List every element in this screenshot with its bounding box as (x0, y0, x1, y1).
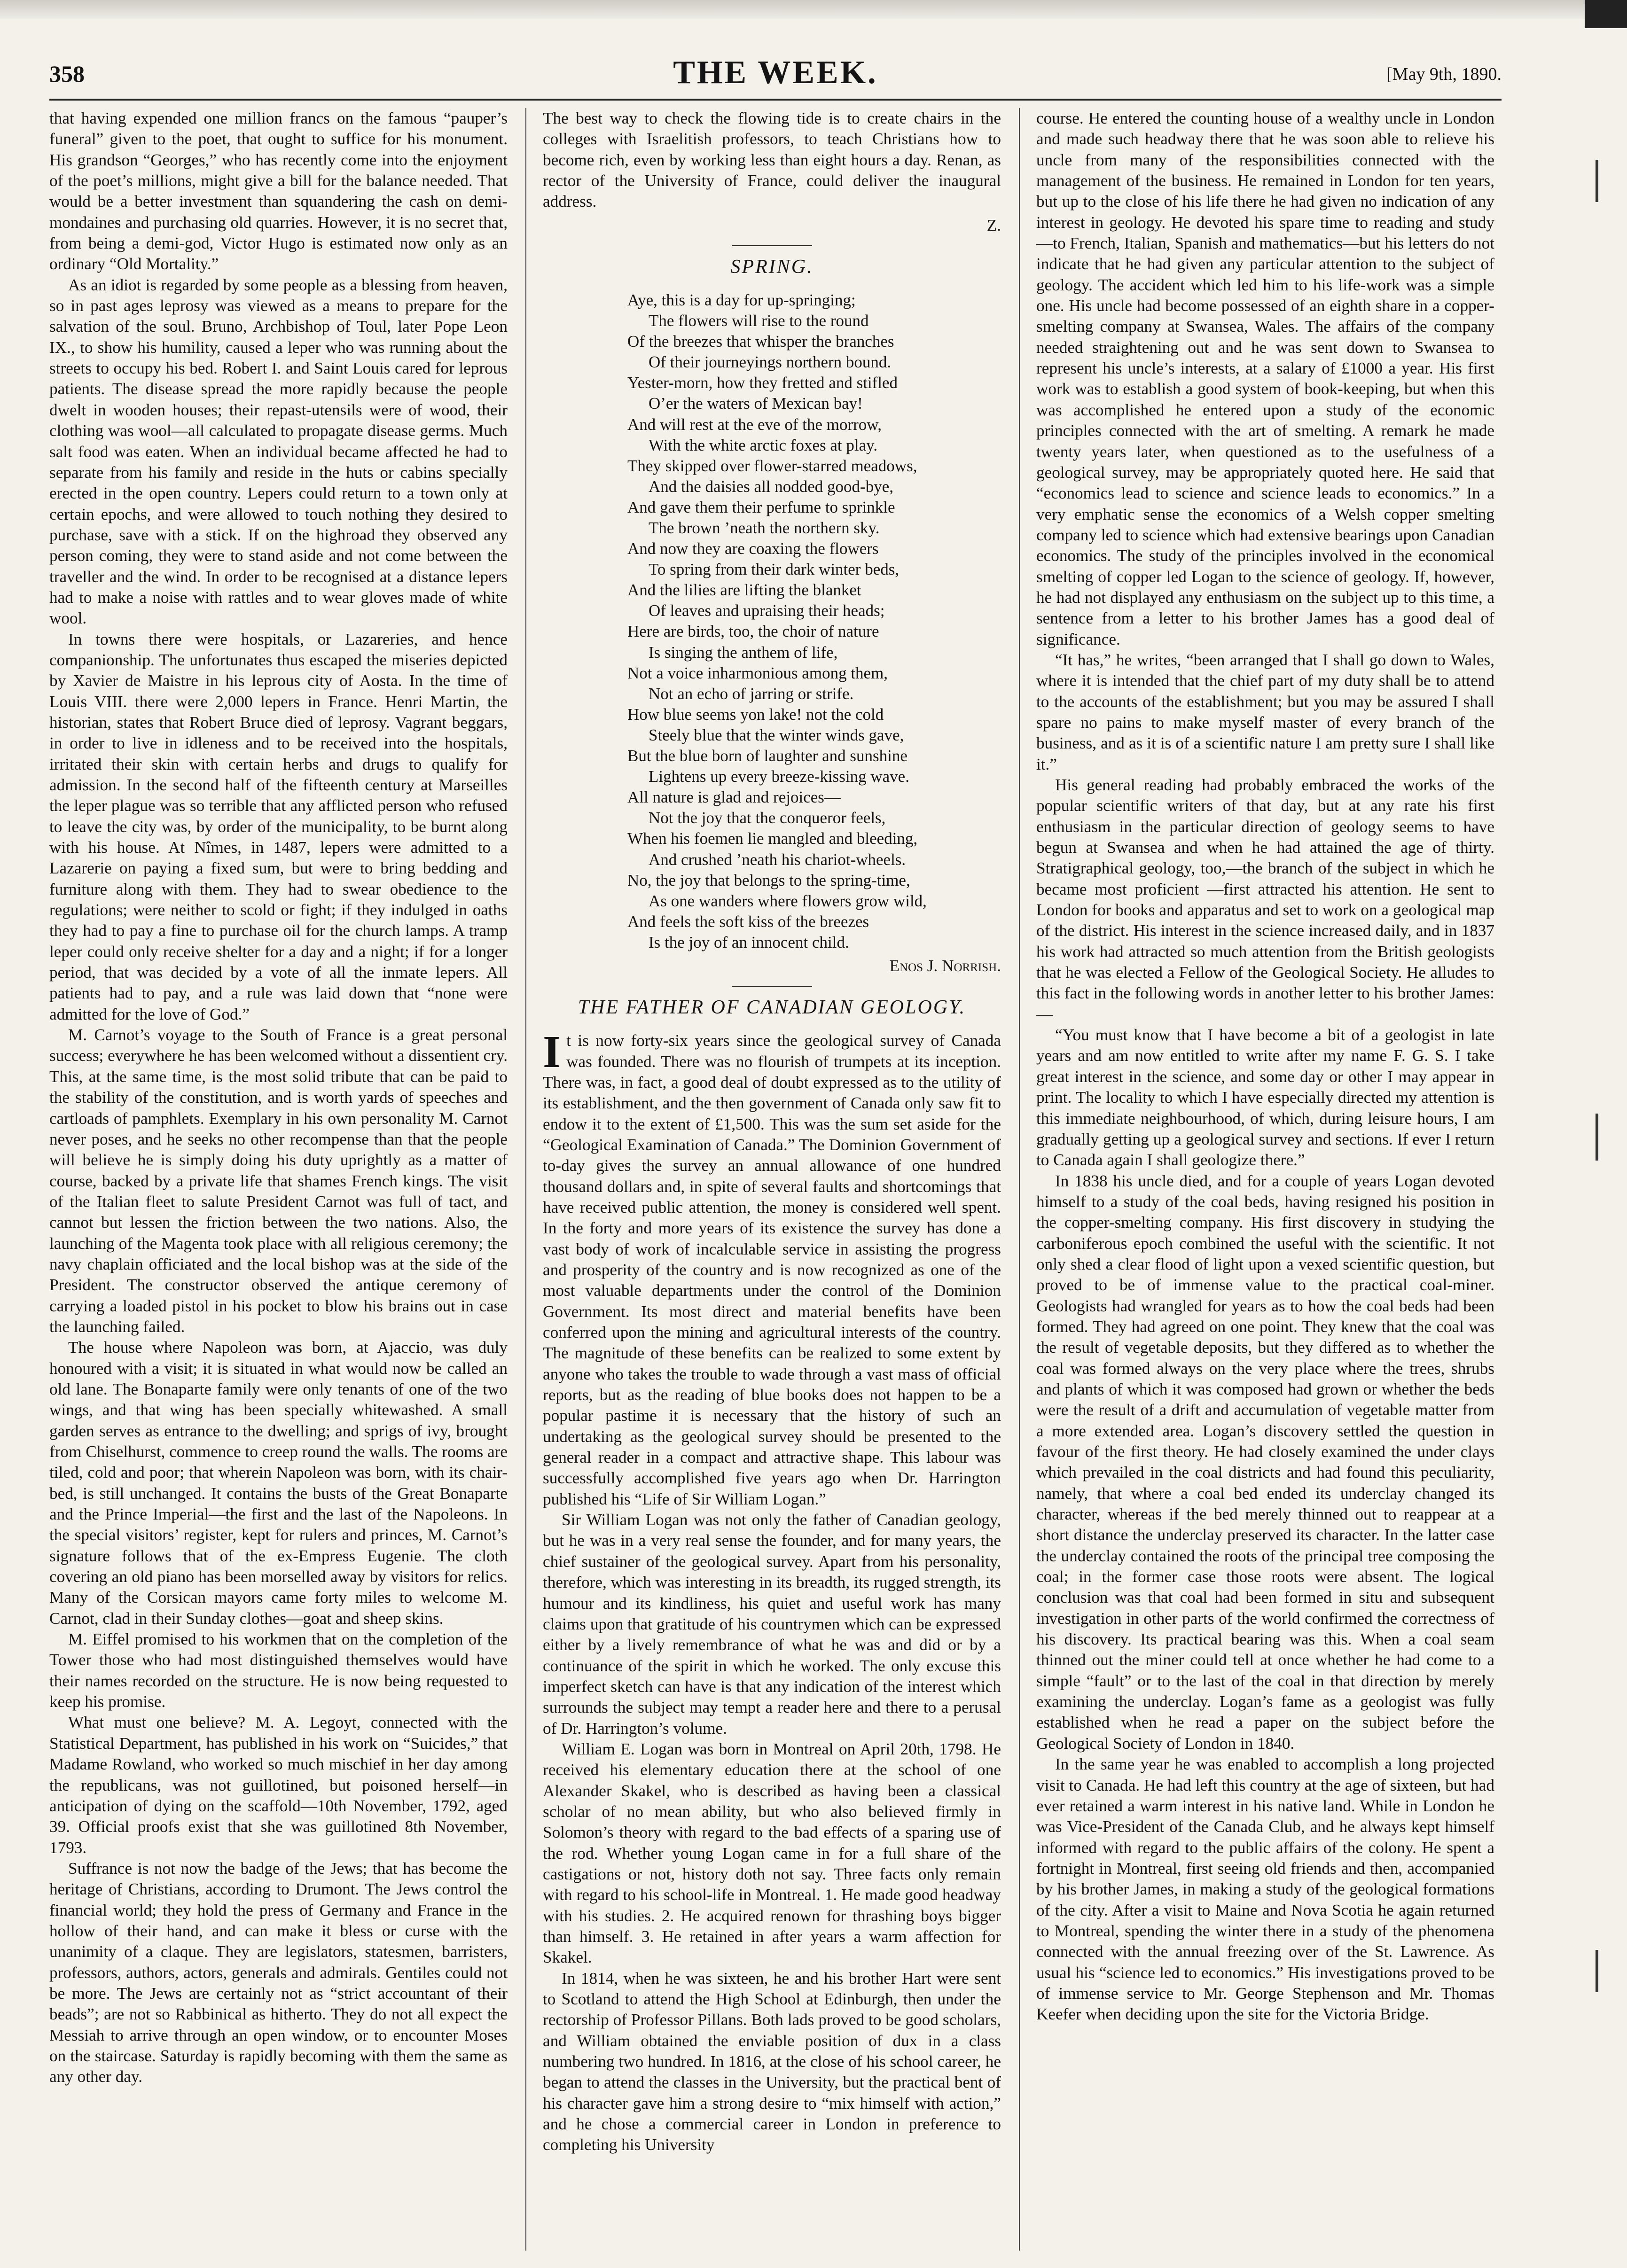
paragraph: In the same year he was enabled to accomplish a long projected visit to Canada. He had left this country at the age of sixteen, but had ever retained a warm interest in his native land. While in London he was Vice-President of the Canada Club, and he always kept himself informed with regard to the public affairs of the colony. He spent a fortnight in Montreal, first seeing old friends and then, accompanied by his brother James, in making a study of the geological formations of the city. After a visit to Maine and Nova Scotia he again returned to Montreal, spending the winter there in a study of the phenomena connected with the annual freezing over of the St. Lawrence. As usual his “science led to economics.” His investigations proved to be of immense service to Mr. George Stephenson and Mr. Thomas Keefer when deciding upon the site for the Victoria Bridge. (1036, 1755, 1494, 2024)
poem-title: SPRING. (730, 256, 814, 278)
separator (732, 986, 812, 987)
paragraph: In 1814, when he was sixteen, he and his brother Hart were sent to Scotland to attend the High School at Edinburgh, then under the rectorship of Professor Pillans. Both lads proved to be good scholars, and William obtained the enviable position of dux in a class numbering two hundred. In 1816, at the close of his school career, he began to attend the classes in the University, but the practical bent of his character gave him a strong desire to “mix himself with action,” and he chose a commercial career in London in preference to completing his University (543, 1969, 1001, 2154)
signature: Z. (986, 216, 1001, 234)
paragraph-text: t is now forty-six years since the geological survey of Canada was founded. There was no flourish of trumpets at its inception. There was, in fact, a good deal of doubt expressed as to the utility of its establishment, and the then government of Canada only saw fit to endow it to the extent of £1,500. This was the sum set aside for the “Geological Examination of Canada.” The Dominion Government of to-day gives the survey an annual allowance of one hundred thousand dollars and, in spite of several faults and shortcomings that have received public attention, the money is considered well spent. In the forty and more years of its existence the survey has done a vast body of work of incalculable service in assisting the progress and prosperity of the country and is now recognized as one of the most valuable departments under the control of the Dominion Government. Its most direct and material benefits have been conferred upon the mining and agricultural interests of the country. The magnitude of these benefits can be realized to some extent by anyone who takes the trouble to wade through a vast mass of official reports, but as the reading of blue books does not happen to be a popular pastime it is necessary that the history of such an undertaking as the geological survey should be presented to the general reader in a compact and attractive shape. This labour was successfully accomplished five years ago when Dr. Harrington published his “Life of Sir William Logan.” (543, 1031, 1001, 1508)
scan-margin-mark (1596, 1950, 1598, 1992)
poem-line: With the white arctic foxes at play. (649, 436, 878, 454)
poem-line: To spring from their dark winter beds, (649, 560, 900, 579)
scan-corner-mark (1585, 0, 1627, 28)
paragraph: The house where Napoleon was born, at Ajaccio, was duly honoured with a visit; it is situated in what would now be called an old lane. The Bonaparte family were only tenants of one of the two wings, and that wing has been specially whitewashed. A small garden serves as entrance to the dwelling; and sprigs of ivy, brought from Chiselhurst, commence to creep round the walls. The rooms are tiled, cold and poor; that wherein Napoleon was born, with its chair-bed, is still unchanged. It contains the busts of the Great Bonaparte and the Prince Imperial—the first and the last of the Napoleons. In the special visitors’ register, kept for rulers and princes, M. Carnot’s signature follows that of the ex-Empress Eugenie. The cloth covering an old piano has been morselled away by visitors for relics. Many of the Corsican mayors came forty miles to welcome M. Carnot, clad in their Sunday clothes—goat and sheep skins. (49, 1338, 508, 1628)
poem-line: Of leaves and upraising their heads; (649, 601, 885, 620)
paragraph: course. He entered the counting house of a wealthy uncle in London and made such headway there that he was soon able to relieve his uncle from many of the responsibilities connected with the management of the business. He remained in London for ten years, but up to the close of his life there he had given no indication of any interest in geology. He devoted his spare time to reading and study —to French, Italian, Spanish and mathematics—but his letters do not indicate that he had given any particular attention to the subject of geology. The accident which led him to his life-work was a simple one. His uncle had become possessed of an eighth share in a copper-smelting company at Swansea, Wales. The affairs of the company needed straightening out and he was sent down to Swansea to represent his uncle’s interests, at a salary of £1000 a year. His first work was to establish a good system of book-keeping, but when this was accomplished he entered upon a study of the economic principles connected with the art of smelting. A remark he made twenty years later, when questioned as to the usefulness of a geological survey, may be appropriately quoted here. He said that “economics lead to science and science leads to economics.” In a very emphatic sense the economics of a Welsh copper smelting company led to science which had extensive bearings upon Canadian economics. The study of the principles involved in the economical smelting of copper led Logan to the science of geology. If, however, he had not displayed any enthusiasm on the subject up to this time, a sentence from a letter to his brother James has a good deal of significance. (1036, 109, 1494, 648)
column-rule (525, 108, 526, 2251)
paragraph: Suffrance is not now the badge of the Jews; that has become the heritage of Christians, according to Drumont. The Jews control the financial world; they hold the press of Germany and France in the hollow of their hand, and can make it bless or curse with the unanimity of a claque. They are legislators, statesmen, barristers, professors, authors, actors, generals and admirals. Gentiles could not be more. The Jews are certainly not as “strict accountant of their beads”; are not so Rabbinical as hitherto. They do not all expect the Messiah to arrive through an open window, or to encounter Moses on the staircase. Saturday is rapidly becoming with them the same as any other day. (49, 1859, 508, 2086)
column-3 (1036, 108, 1494, 2025)
scan-margin-mark (1596, 160, 1598, 202)
poem-line: Of the breezes that whisper the branches (627, 332, 894, 351)
poem-line: And gave them their perfume to sprinkle (627, 498, 895, 516)
issue-date: [May 9th, 1890. (1386, 64, 1502, 84)
poem-line: Not a voice inharmonious among them, (627, 663, 888, 682)
poem-line: But the blue born of laughter and sunshine (627, 747, 907, 765)
poem-line: How blue seems yon lake! not the cold (627, 705, 884, 724)
poem-line: Lightens up every breeze-kissing wave. (649, 767, 909, 786)
page-header (49, 52, 1502, 101)
paragraph: M. Eiffel promised to his workmen that on the completion of the Tower those who had most distinguished themselves would have their names recorded on the structure. He is now being requested to keep his promise. (49, 1630, 508, 1711)
article-title: THE FATHER OF CANADIAN GEOLOGY. (578, 997, 966, 1019)
poem-line: Here are birds, too, the choir of nature (627, 622, 879, 641)
poem-line: The brown ’neath the northern sky. (649, 519, 880, 537)
poem-line: All nature is glad and rejoices— (627, 788, 841, 807)
paragraph (543, 1027, 1001, 1510)
paragraph: “It has,” he writes, “been arranged that I shall go down to Wales, where it is intended that the chief part of my duty shall be to attend to the accounts of the establishment; but you may be assured I shall spare no pains to make myself master of every branch of the business, and as it is of a scientific nature I am pretty sure I shall like it.” (1036, 650, 1494, 773)
poem-line: They skipped over flower-starred meadows, (627, 456, 917, 475)
separator (732, 245, 812, 246)
poem-line: Not the joy that the conqueror feels, (649, 809, 886, 827)
column-1 (49, 108, 508, 2088)
column-rule (1019, 108, 1020, 2251)
poem-line: No, the joy that belongs to the spring-time, (627, 871, 910, 889)
paragraph: “You must know that I have become a bit of a geologist in late years and am now entitled to write after my name F. G. S. I take great interest in the science, and some day or other I may appear in print. The locality to which I have especially directed my attention is this immediate neighbourhood, of which, during leisure hours, I am gradually getting up a geological survey and sections. If ever I return to Canada again I shall geologize there.” (1036, 1026, 1494, 1169)
paragraph: Sir William Logan was not only the father of Canadian geology, but he was in a very real sense the founder, and for many years, the chief sustainer of the geological survey. Apart from his personality, therefore, which was interesting in its breadth, its rugged strength, its humour and its kindliness, his quiet and useful work has many claims upon that gratitude of his countrymen which can be expressed either by a lively remembrance of what he was and did or by a continuance of the spirit in which he worked. The only excuse this imperfect sketch can have is that any indication of the interest which surrounds the subject may tempt a reader here and there to a perusal of Dr. Harrington’s volume. (543, 1511, 1001, 1738)
paragraph: In 1838 his uncle died, and for a couple of years Logan devoted himself to a study of the coal beds, having resigned his position in the copper-smelting company. His first discovery in studying the carboniferous epoch combined the useful with the scientific. It not only shed a clear flood of light upon a vexed scientific question, but proved to be of immense value to the practical coal-miner. Geologists had wrangled for years as to how the coal beds had been formed. They had agreed on one point. They knew that the coal was the result of vegetable deposits, but they differed as to whether the coal was formed always on the very place where the trees, shrubs and plants of which it was composed had grown or whether the beds were the result of a drift and accumulation of vegetable matter from a more extended area. Logan’s discovery settled the question in favour of the first theory. He had closely examined the under clays which prevailed in the coal districts and had found this peculiarity, namely, that where a coal bed ended its underclay changed its character, whereas if the bed merely thinned out to reappear at a short distance the underclay preserved its character. In the latter case the underclay contained the roots of the principal tree composing the coal; in the former case those roots were absent. The logical conclusion was that coal had been formed in situ and subsequent investigation in other parts of the world confirmed the correctness of his discovery. Its practical bearing was this. When a coal seam thinned out the miner could tell at once whether he had come to a simple “fault” or to the last of the coal in that direction by merely examining the underclay. Logan’s fame as a geologist was fully established when he read a paper on the subject before the Geological Society of London in 1840. (1036, 1171, 1494, 1753)
scan-top-edge (0, 0, 1627, 19)
paragraph: In towns there were hospitals, or Lazareries, and hence companionship. The unfortunates thus escaped the miseries depicted by Xavier de Maistre in his leprous city of Aosta. In the time of Louis VIII. there were 2,000 lepers in France. Henri Martin, the historian, states that Robert Bruce died of leprosy. Vagrant beggars, in order to live in idleness and to be received into the hospitals, irritated their skin with certain herbs and drugs to qualify for admission. In the second half of the fifteenth century at Marseilles the leper plague was so terrible that any afflicted person who refused to leave the city was, by order of the municipality, to be burnt along with his house. At Nîmes, in 1487, lepers were admitted to a Lazarerie on paying a fixed sum, but were to bring bedding and furniture along with them. They had to swear obedience to the regulations; were neither to scold or fight; if they indulged in oaths they had to pay a fine to purchase oil for the church lamps. A tramp leper could only receive shelter for a day and a night; if for a longer period, that was decided by a vote of all the inmate lepers. All patients had to pay, and a rule was laid down that “none were admitted for the love of God.” (49, 630, 508, 1023)
poem-line: And the daisies all nodded good-bye, (649, 477, 894, 496)
page-number: 358 (49, 61, 85, 87)
poem-line: When his foemen lie mangled and bleeding, (627, 829, 918, 848)
poem-line: Yester-morn, how they fretted and stifled (627, 374, 898, 392)
poem-line: Not an echo of jarring or strife. (649, 684, 854, 703)
paragraph: As an idiot is regarded by some people as a blessing from heaven, so in past ages leprosy was viewed as a means to prepare for the salvation of the soul. Bruno, Archbishop of Toul, later Pope Leon IX., to show his humility, caused a leper who was running about the streets to occupy his bed. Robert I. and Saint Louis cared for leprous patients. The disease spread the more rapidly because the people dwelt in wooden houses; their repast-utensils were of wood, their clothing was wool—all calculated to propagate disease germs. Much salt food was eaten. When an individual became affected he had to separate from his family and reside in the huts or cabins specially erected in the open country. Lepers could return to a town only at certain epochs, and were allowed to touch nothing they desired to purchase, save with a stick. If on the highroad they observed any person coming, they were to stand aside and not come between the traveller and the wind. In order to be recognised at a distance lepers had to make a noise with rattles and to wear gloves made of white wool. (49, 275, 508, 628)
poem-line: And the lilies are lifting the blanket (627, 581, 861, 600)
paragraph: William E. Logan was born in Montreal on April 20th, 1798. He received his elementary education there at the school of one Alexander Skakel, who is described as having been a classical scholar of no mean ability, but who also believed firmly in Solomon’s theory with regard to the bad effects of a sparing use of the rod. Whether young Logan came in for a full share of the castigations or not, history doth not say. Three facts only remain with regard to his school-life in Montreal. 1. He made good headway with his studies. 2. He acquired renown for thrashing boys bigger than himself. 3. He retained in after years a warm affection for Skakel. (543, 1739, 1001, 1967)
paragraph: The best way to check the flowing tide is to create chairs in the colleges with Israelitish professors, to teach Christians how to become rich, even by working less than eight hours a day. Renan, as rector of the University of France, could deliver the inaugural address. (543, 109, 1001, 211)
poem-line: And will rest at the eve of the morrow, (627, 415, 882, 434)
poem-line: Aye, this is a day for up-springing; (627, 290, 856, 309)
column-2 (543, 108, 1001, 2156)
poem-line: And crushed ’neath his chariot-wheels. (649, 850, 906, 869)
journal-title: THE WEEK. (673, 55, 878, 91)
poem-line: The flowers will rise to the round (649, 312, 869, 330)
poem-line: And now they are coaxing the flowers (627, 539, 879, 558)
paragraph: that having expended one million francs on the famous “pauper’s funeral” given to the poet, that ought to suffice for his monument. His grandson “Georges,” who has recently come into the enjoyment of the poet’s millions, might give a bill for the balance needed. That would be a better investment than squandering the cash on demi-mondaines and purchasing old quarries. However, it is no secret that, from being a demi-god, Victor Hugo is estimated now only as an ordinary “Old Mortality.” (49, 109, 508, 273)
drop-cap: I (543, 1027, 561, 1078)
poem-line: Is the joy of an innocent child. (649, 933, 849, 951)
poem-line: Of their journeyings northern bound. (649, 353, 892, 372)
poem-line: Steely blue that the winter winds gave, (649, 725, 904, 744)
poem-author: Enos J. Norrish. (889, 956, 1001, 975)
paragraph: M. Carnot’s voyage to the South of France is a great personal success; everywhere he has been welcomed without a dissentient cry. This, at the same time, is the most solid tribute that can be paid to the stability of the constitution, and is worth yards of speeches and cartloads of pamphlets. Exemplary in his own personality M. Carnot never poses, and he seeks no other recompense than that the people will believe he is simply doing his duty uprightly as a matter of course, backed by a private life that shames French kings. The visit of the Italian fleet to salute President Carnot was full of tact, and cannot but lessen the friction between the two nations. Also, the launching of the Magenta took place with all religious ceremony; the navy chaplain officiated and the local bishop was at the side of the President. The constructor observed the antique ceremony of carrying a loaded pistol in his pocket to blow his brains out in case the launching failed. (49, 1026, 508, 1336)
poem-line: Is singing the anthem of life, (649, 643, 838, 662)
scan-margin-mark (1596, 1114, 1598, 1161)
paragraph: What must one believe? M. A. Legoyt, connected with the Statistical Department, has published in his work on “Suicides,” that Madame Rowland, who worked so much mischief in her day among the republicans, was not guillotined, but poisoned herself—in anticipation of dying on the scaffold—10th November, 1792, aged 39. Official proofs exist that she was guillotined 8th November, 1793. (49, 1713, 508, 1857)
poem-line: And feels the soft kiss of the breezes (627, 912, 869, 931)
paragraph: His general reading had probably embraced the works of the popular scientific writers of that day, but at any rate his first enthusiasm in the particular direction of geology seems to have begun at Swansea and when he had attained the age of thirty. Stratigraphical geology, too,—the branch of the subject in which he became most proficient —first attracted his attention. He sent to London for books and apparatus and set to work on a geological map of the district. His interest in the science increased daily, and in 1837 his work had attracted so much attention from the British geologists that he was elected a Fellow of the Geological Society. He alludes to this fact in the following words in another letter to his brother James:— (1036, 776, 1494, 1023)
poem-line: O’er the waters of Mexican bay! (649, 394, 863, 413)
poem-line: As one wanders where flowers grow wild, (649, 891, 927, 910)
poem (543, 290, 1001, 953)
